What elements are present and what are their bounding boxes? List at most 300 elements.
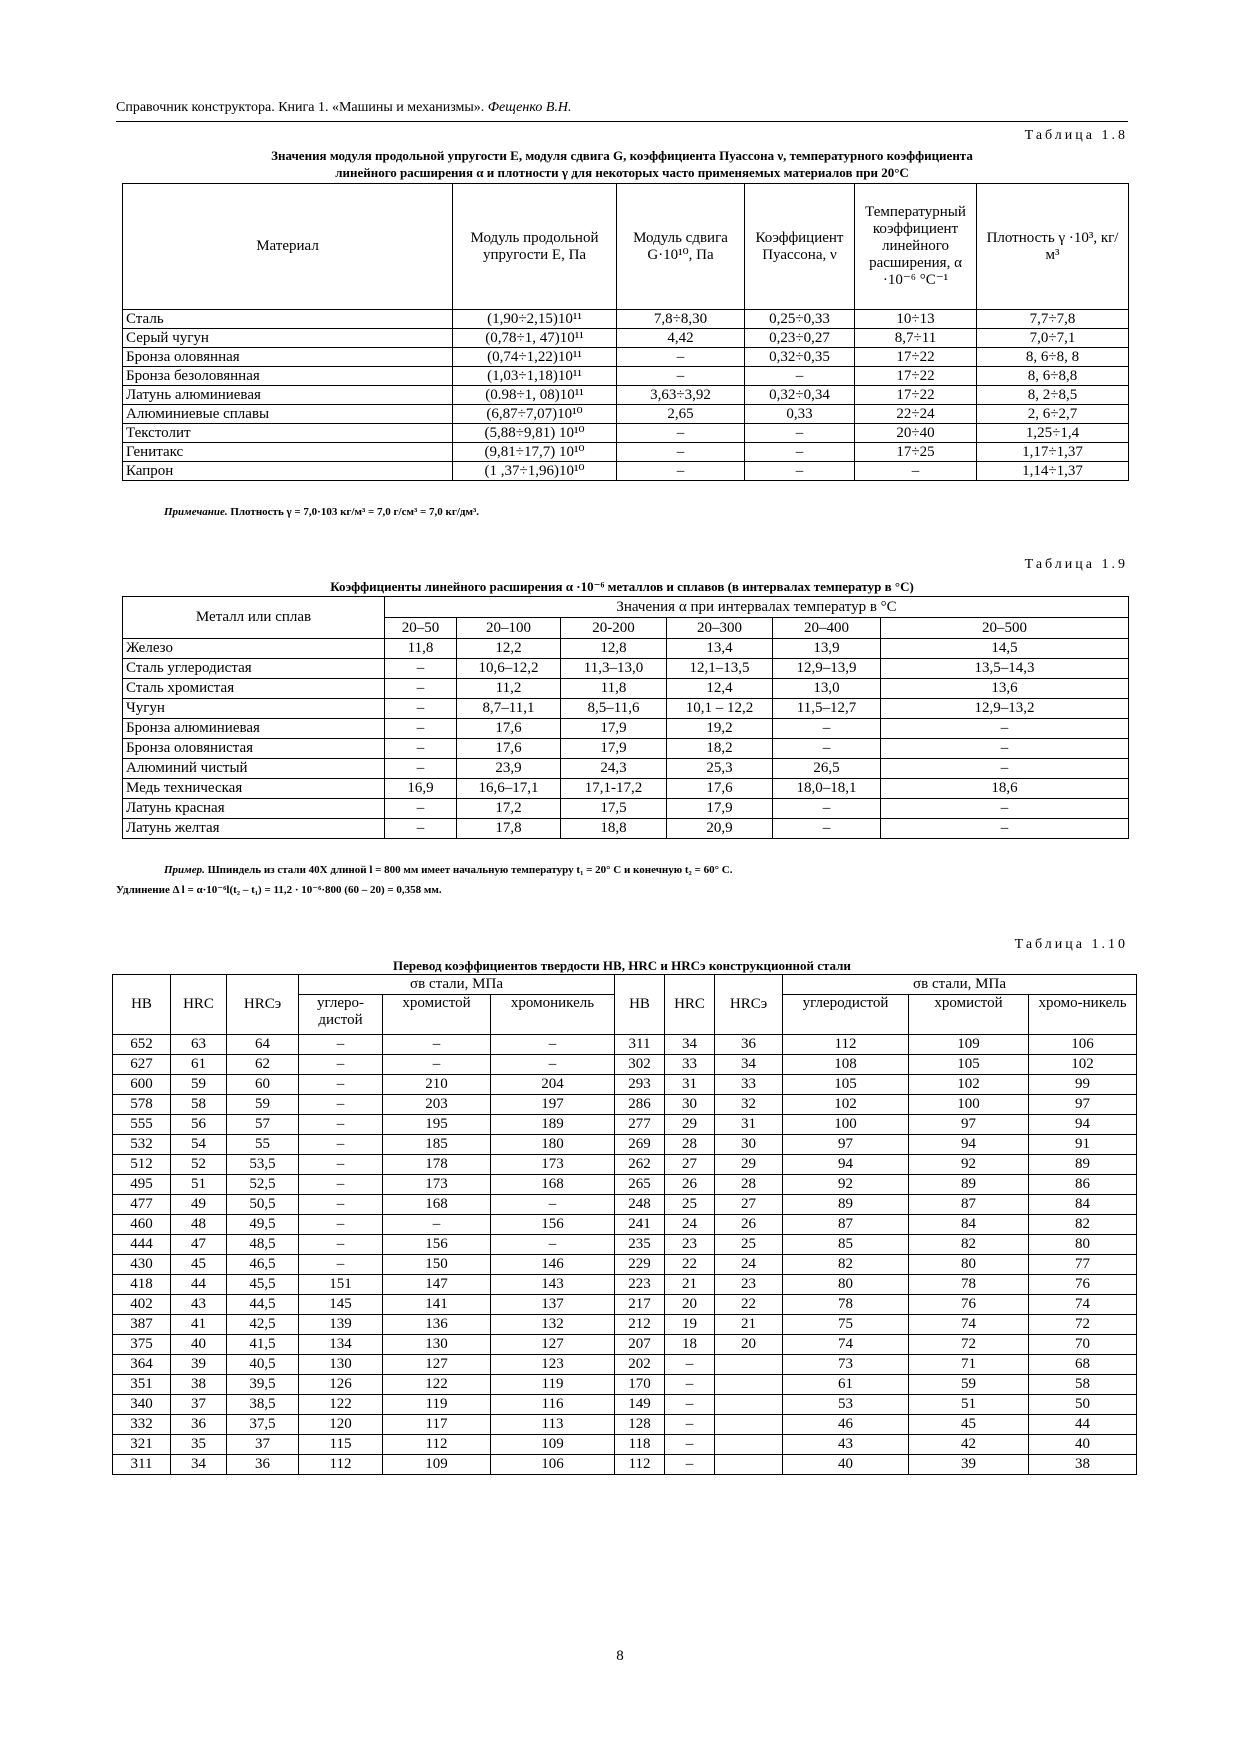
t110-cell: 44 — [1029, 1415, 1137, 1435]
table-row — [123, 779, 1129, 799]
t110-cell: 38 — [1029, 1455, 1137, 1475]
t19-cell-value: 11,5–12,7 — [773, 699, 881, 719]
t19-cell-value: 13,5–14,3 — [881, 659, 1129, 679]
t110-cell: 74 — [909, 1315, 1029, 1335]
t18-cell-g: – — [617, 367, 745, 386]
t110-cell: 173 — [491, 1155, 615, 1175]
t110-cell: – — [299, 1155, 383, 1175]
t110-cell: – — [299, 1195, 383, 1215]
table-row — [123, 819, 1129, 839]
t110-cell: 43 — [783, 1435, 909, 1455]
table-row — [113, 1095, 1137, 1115]
t19-cell-value: 11,3–13,0 — [561, 659, 667, 679]
t110-cell: 293 — [615, 1075, 665, 1095]
t110-cell: 402 — [113, 1295, 171, 1315]
t110-cell: 80 — [1029, 1235, 1137, 1255]
t110-cell: – — [299, 1095, 383, 1115]
t110-cell: 117 — [383, 1415, 491, 1435]
t18-cell-e: (0,78÷1, 47)10¹¹ — [453, 329, 617, 348]
t110-cell: 168 — [491, 1175, 615, 1195]
t110-cell: 578 — [113, 1095, 171, 1115]
t18-cell-rho: 2, 6÷2,7 — [977, 405, 1129, 424]
t110-cell: 30 — [665, 1095, 715, 1115]
t19-cell-value: – — [773, 799, 881, 819]
t110-cell: 28 — [665, 1135, 715, 1155]
t110-cell: 18 — [665, 1335, 715, 1355]
t110-header-hrce-right: HRCэ — [715, 975, 783, 1035]
t110-cell: 71 — [909, 1355, 1029, 1375]
t19-cell-value: 12,8 — [561, 639, 667, 659]
t110-cell: – — [299, 1235, 383, 1255]
table-1-9-title: Коэффициенты линейного расширения α ·10⁻⁶ металлов и сплавов (в интервалах температур в °С) — [330, 579, 914, 594]
t18-cell-g: – — [617, 462, 745, 481]
t110-cell: 212 — [615, 1315, 665, 1335]
t110-cell: 130 — [383, 1335, 491, 1355]
t18-cell-material: Бронза безоловянная — [123, 367, 453, 386]
t18-header-alpha: Температурный коэффициент линейного расширения, α ·10⁻⁶ °С⁻¹ — [855, 184, 977, 310]
t18-cell-material: Алюминиевые сплавы — [123, 405, 453, 424]
t110-cell: 36 — [171, 1415, 227, 1435]
table-row — [113, 1035, 1137, 1055]
t18-cell-nu: – — [745, 424, 855, 443]
t110-cell: 136 — [383, 1315, 491, 1335]
t110-cell: 59 — [909, 1375, 1029, 1395]
t110-cell: 48,5 — [227, 1235, 299, 1255]
table-1-8-label: Таблица 1.8 — [1024, 128, 1128, 143]
t110-sub-left-chromenickel: хромоникель — [491, 995, 615, 1035]
t110-cell: 37 — [171, 1395, 227, 1415]
t19-cell-value: 17,9 — [667, 799, 773, 819]
t110-cell: 24 — [665, 1215, 715, 1235]
t110-cell: 197 — [491, 1095, 615, 1115]
t110-cell: 78 — [783, 1295, 909, 1315]
table-row — [113, 1215, 1137, 1235]
table-row — [123, 739, 1129, 759]
t110-cell: 277 — [615, 1115, 665, 1135]
table-1-9-example — [164, 864, 732, 876]
t110-cell: 34 — [171, 1455, 227, 1475]
t110-cell: 146 — [491, 1255, 615, 1275]
t110-cell: 72 — [909, 1335, 1029, 1355]
t110-cell: 85 — [783, 1235, 909, 1255]
t19-interval-header: 20-200 — [561, 618, 667, 639]
t110-cell: 112 — [383, 1435, 491, 1455]
t18-header-g: Модуль сдвига G·10¹⁰, Па — [617, 184, 745, 310]
t110-cell: 112 — [615, 1455, 665, 1475]
t110-cell: 600 — [113, 1075, 171, 1095]
t18-cell-alpha: 10÷13 — [855, 310, 977, 329]
t110-cell: 23 — [715, 1275, 783, 1295]
t110-cell: 84 — [1029, 1195, 1137, 1215]
t19-cell-value: – — [385, 719, 457, 739]
t110-cell: 418 — [113, 1275, 171, 1295]
t110-cell: 40,5 — [227, 1355, 299, 1375]
t110-cell: 185 — [383, 1135, 491, 1155]
t18-cell-alpha: 22÷24 — [855, 405, 977, 424]
t18-cell-alpha: 8,7÷11 — [855, 329, 977, 348]
t110-cell: 92 — [783, 1175, 909, 1195]
table-row — [123, 799, 1129, 819]
t110-cell: 269 — [615, 1135, 665, 1155]
t110-cell: 33 — [715, 1075, 783, 1095]
t110-cell: 60 — [227, 1075, 299, 1095]
t19-cell-value: – — [385, 659, 457, 679]
t110-cell: 41,5 — [227, 1335, 299, 1355]
t110-cell: 76 — [1029, 1275, 1137, 1295]
table-row — [123, 424, 1129, 443]
t110-cell: 495 — [113, 1175, 171, 1195]
t19-cell-metal: Сталь углеродистая — [123, 659, 385, 679]
running-header — [116, 100, 572, 116]
t18-cell-g: – — [617, 348, 745, 367]
t110-cell: 50 — [1029, 1395, 1137, 1415]
t18-cell-alpha: 17÷22 — [855, 386, 977, 405]
t18-cell-rho: 8, 6÷8,8 — [977, 367, 1129, 386]
table-row — [113, 1335, 1137, 1355]
t18-cell-g: 4,42 — [617, 329, 745, 348]
t110-cell: 75 — [783, 1315, 909, 1335]
t110-cell: 118 — [615, 1435, 665, 1455]
t110-cell: 113 — [491, 1415, 615, 1435]
t110-sub-right-chromenickel: хромо-никель — [1029, 995, 1137, 1035]
t19-cell-metal: Бронза оловянистая — [123, 739, 385, 759]
t110-cell: 19 — [665, 1315, 715, 1335]
t19-cell-value: – — [881, 819, 1129, 839]
t110-cell: 63 — [171, 1035, 227, 1055]
t110-cell: 119 — [491, 1375, 615, 1395]
t19-cell-value: 17,9 — [561, 739, 667, 759]
table-1-8-title-line-1: Значения модуля продольной упругости E, модуля сдвига G, коэффициента Пуассона ν, температурного коэффициента — [271, 148, 973, 163]
table-row — [113, 1455, 1137, 1475]
t110-cell: 72 — [1029, 1315, 1137, 1335]
t19-cell-value: 17,6 — [457, 739, 561, 759]
t110-cell: 51 — [909, 1395, 1029, 1415]
table-1-9-example-label: Пример. — [164, 864, 205, 876]
t110-cell: 94 — [1029, 1115, 1137, 1135]
t110-header-sigma-left: σв стали, МПа — [299, 975, 615, 995]
t110-cell: 37,5 — [227, 1415, 299, 1435]
t110-cell: 460 — [113, 1215, 171, 1235]
t110-cell: 25 — [665, 1195, 715, 1215]
t18-cell-material: Серый чугун — [123, 329, 453, 348]
t110-cell: 180 — [491, 1135, 615, 1155]
running-header-author: Фещенко В.Н. — [487, 100, 572, 115]
t110-cell: 39 — [909, 1455, 1029, 1475]
t19-cell-value: 11,2 — [457, 679, 561, 699]
t19-cell-value: 12,9–13,2 — [881, 699, 1129, 719]
t110-cell: 99 — [1029, 1075, 1137, 1095]
t110-cell: 48 — [171, 1215, 227, 1235]
t110-cell: 20 — [715, 1335, 783, 1355]
t110-cell: 173 — [383, 1175, 491, 1195]
t110-cell: 26 — [715, 1215, 783, 1235]
table-row — [123, 310, 1129, 329]
t110-cell: 80 — [783, 1275, 909, 1295]
t110-cell: 149 — [615, 1395, 665, 1415]
t110-cell: 286 — [615, 1095, 665, 1115]
table-1-10-title: Перевод коэффициентов твердости HB, HRC и HRCэ конструкционной стали — [393, 958, 851, 973]
t110-cell: 39,5 — [227, 1375, 299, 1395]
t110-cell: 53,5 — [227, 1155, 299, 1175]
table-row — [113, 1075, 1137, 1095]
t110-cell: 61 — [783, 1375, 909, 1395]
t19-cell-value: 20,9 — [667, 819, 773, 839]
t110-cell: 109 — [909, 1035, 1029, 1055]
t110-cell: 102 — [909, 1075, 1029, 1095]
t19-cell-value: 26,5 — [773, 759, 881, 779]
t110-cell: 40 — [783, 1455, 909, 1475]
t110-sub-right-carbon: углеродистой — [783, 995, 909, 1035]
t19-cell-value: 19,2 — [667, 719, 773, 739]
t18-cell-alpha: – — [855, 462, 977, 481]
t110-cell: 223 — [615, 1275, 665, 1295]
t18-cell-e: (1,90÷2,15)10¹¹ — [453, 310, 617, 329]
t110-cell: 89 — [783, 1195, 909, 1215]
t19-interval-header: 20–50 — [385, 618, 457, 639]
t110-cell: 31 — [715, 1115, 783, 1135]
t110-cell: – — [665, 1375, 715, 1395]
t110-cell: 555 — [113, 1115, 171, 1135]
t110-cell: – — [491, 1235, 615, 1255]
t110-cell: 235 — [615, 1235, 665, 1255]
t18-cell-e: (0,74÷1,22)10¹¹ — [453, 348, 617, 367]
table-row — [123, 386, 1129, 405]
t110-cell: – — [491, 1055, 615, 1075]
t110-cell: 41 — [171, 1315, 227, 1335]
t110-cell: 102 — [783, 1095, 909, 1115]
t110-cell: 50,5 — [227, 1195, 299, 1215]
t110-cell: 119 — [383, 1395, 491, 1415]
t110-cell: 34 — [665, 1035, 715, 1055]
t110-cell: 78 — [909, 1275, 1029, 1295]
table-row — [123, 405, 1129, 424]
t19-cell-value: 17,6 — [667, 779, 773, 799]
t110-cell: – — [665, 1435, 715, 1455]
t110-cell: 82 — [1029, 1215, 1137, 1235]
t110-header-sigma-right: σв стали, МПа — [783, 975, 1137, 995]
t110-cell: 28 — [715, 1175, 783, 1195]
t19-cell-value: 17,2 — [457, 799, 561, 819]
t18-cell-rho: 1,17÷1,37 — [977, 443, 1129, 462]
t110-cell: 512 — [113, 1155, 171, 1175]
t19-cell-value: – — [773, 739, 881, 759]
t18-cell-g: 7,8÷8,30 — [617, 310, 745, 329]
t110-cell: 430 — [113, 1255, 171, 1275]
t18-cell-rho: 7,0÷7,1 — [977, 329, 1129, 348]
t110-cell: 46,5 — [227, 1255, 299, 1275]
t110-cell: 115 — [299, 1435, 383, 1455]
table-row — [123, 679, 1129, 699]
t110-cell: 127 — [491, 1335, 615, 1355]
t110-cell: 43 — [171, 1295, 227, 1315]
t19-cell-value: 10,6–12,2 — [457, 659, 561, 679]
t19-cell-value: 24,3 — [561, 759, 667, 779]
t19-cell-value: 11,8 — [385, 639, 457, 659]
t110-cell: 106 — [1029, 1035, 1137, 1055]
t110-cell: 134 — [299, 1335, 383, 1355]
table-1-8 — [122, 183, 1129, 481]
t110-cell: 30 — [715, 1135, 783, 1155]
t110-cell: – — [299, 1075, 383, 1095]
t110-cell: 127 — [383, 1355, 491, 1375]
t110-cell: 87 — [783, 1215, 909, 1235]
t110-cell: 262 — [615, 1155, 665, 1175]
table-1-10 — [112, 974, 1137, 1475]
t18-header-e: Модуль продольной упругости E, Па — [453, 184, 617, 310]
table-row — [113, 1355, 1137, 1375]
table-row — [113, 1295, 1137, 1315]
t110-cell: 29 — [665, 1115, 715, 1135]
t110-cell: 156 — [491, 1215, 615, 1235]
t110-header-hrc-left: HRC — [171, 975, 227, 1035]
table-row — [123, 367, 1129, 386]
t110-cell: 36 — [715, 1035, 783, 1055]
t110-cell — [715, 1375, 783, 1395]
t110-cell: 100 — [783, 1115, 909, 1135]
t110-cell: 387 — [113, 1315, 171, 1335]
t19-cell-value: 17,8 — [457, 819, 561, 839]
t110-cell: – — [383, 1055, 491, 1075]
t18-cell-material: Бронза оловянная — [123, 348, 453, 367]
t110-cell: – — [299, 1175, 383, 1195]
t110-cell: 210 — [383, 1075, 491, 1095]
t18-cell-nu: 0,32÷0,34 — [745, 386, 855, 405]
t110-cell: 62 — [227, 1055, 299, 1075]
t110-cell: 116 — [491, 1395, 615, 1415]
t110-cell: 21 — [715, 1315, 783, 1335]
t110-cell: 26 — [665, 1175, 715, 1195]
t19-cell-value: 12,9–13,9 — [773, 659, 881, 679]
t110-cell: 86 — [1029, 1175, 1137, 1195]
table-1-9-example-text: Шпиндель из стали 40Х длиной l = 800 мм имеет начальную температуру t₁ = 20° С и конечную t₂ = 60° С. — [204, 864, 733, 876]
table-row — [123, 719, 1129, 739]
t19-cell-value: 17,5 — [561, 799, 667, 819]
t110-cell: 54 — [171, 1135, 227, 1155]
t110-cell: 24 — [715, 1255, 783, 1275]
t110-cell: 31 — [665, 1075, 715, 1095]
t110-cell: 44,5 — [227, 1295, 299, 1315]
t110-cell: 106 — [491, 1455, 615, 1475]
t110-cell: 477 — [113, 1195, 171, 1215]
t19-cell-value: 25,3 — [667, 759, 773, 779]
t110-cell: 32 — [715, 1095, 783, 1115]
t110-cell: 37 — [227, 1435, 299, 1455]
t110-cell: 150 — [383, 1255, 491, 1275]
table-row — [123, 699, 1129, 719]
t110-header-hb-right: HB — [615, 975, 665, 1035]
t110-cell: 89 — [909, 1175, 1029, 1195]
table-1-9-elongation: Удлинение Δ l = α·10⁻⁶l(t₂ – t₁) = 11,2 · 10⁻⁶·800 (60 – 20) = 0,358 мм. — [116, 884, 442, 896]
t110-cell: 189 — [491, 1115, 615, 1135]
t19-header-metal: Металл или сплав — [123, 597, 385, 639]
t18-cell-rho: 8, 6÷8, 8 — [977, 348, 1129, 367]
t110-cell: – — [491, 1035, 615, 1055]
t110-cell: 58 — [1029, 1375, 1137, 1395]
t110-cell: 22 — [665, 1255, 715, 1275]
t18-cell-nu: 0,23÷0,27 — [745, 329, 855, 348]
table-row — [113, 1155, 1137, 1175]
t110-cell: 36 — [227, 1455, 299, 1475]
t110-cell: 364 — [113, 1355, 171, 1375]
t19-cell-value: 13,4 — [667, 639, 773, 659]
t110-cell: – — [665, 1395, 715, 1415]
t110-cell: 105 — [909, 1055, 1029, 1075]
t110-cell: – — [299, 1035, 383, 1055]
table-row — [113, 1435, 1137, 1455]
t110-cell: 241 — [615, 1215, 665, 1235]
table-row — [113, 1415, 1137, 1435]
t19-cell-metal: Сталь хромистая — [123, 679, 385, 699]
t110-cell: 84 — [909, 1215, 1029, 1235]
t110-cell: 47 — [171, 1235, 227, 1255]
t18-cell-alpha: 17÷22 — [855, 348, 977, 367]
t110-cell: 52 — [171, 1155, 227, 1175]
t18-cell-alpha: 17÷25 — [855, 443, 977, 462]
t18-cell-rho: 1,14÷1,37 — [977, 462, 1129, 481]
table-row — [113, 1395, 1137, 1415]
t110-cell: 61 — [171, 1055, 227, 1075]
t110-cell: 97 — [783, 1135, 909, 1155]
running-header-text: Справочник конструктора. Книга 1. «Машины и механизмы». — [116, 100, 485, 115]
t110-cell: 39 — [171, 1355, 227, 1375]
table-row — [123, 443, 1129, 462]
t110-cell: – — [665, 1415, 715, 1435]
t110-cell: 156 — [383, 1235, 491, 1255]
t110-cell: 55 — [227, 1135, 299, 1155]
t18-cell-rho: 8, 2÷8,5 — [977, 386, 1129, 405]
table-row — [113, 1315, 1137, 1335]
t110-cell: 302 — [615, 1055, 665, 1075]
t110-cell: 332 — [113, 1415, 171, 1435]
table-row — [123, 659, 1129, 679]
t110-cell: 27 — [665, 1155, 715, 1175]
t110-cell: – — [299, 1115, 383, 1135]
t19-cell-metal: Железо — [123, 639, 385, 659]
table-row — [113, 1175, 1137, 1195]
t110-cell: 42,5 — [227, 1315, 299, 1335]
t110-cell — [715, 1455, 783, 1475]
t110-cell: 217 — [615, 1295, 665, 1315]
t19-cell-value: 10,1 – 12,2 — [667, 699, 773, 719]
table-row — [113, 1235, 1137, 1255]
t19-cell-value: 16,9 — [385, 779, 457, 799]
t19-cell-metal: Латунь желтая — [123, 819, 385, 839]
t19-cell-value: 12,2 — [457, 639, 561, 659]
t110-cell: 97 — [1029, 1095, 1137, 1115]
t110-cell: 21 — [665, 1275, 715, 1295]
t110-cell: 229 — [615, 1255, 665, 1275]
t110-cell: 76 — [909, 1295, 1029, 1315]
table-row — [113, 1115, 1137, 1135]
t110-cell: 59 — [227, 1095, 299, 1115]
t18-cell-nu: – — [745, 443, 855, 462]
t110-cell: 97 — [909, 1115, 1029, 1135]
t19-interval-header: 20–500 — [881, 618, 1129, 639]
t19-cell-value: 14,5 — [881, 639, 1129, 659]
t110-cell: 195 — [383, 1115, 491, 1135]
t110-cell: 94 — [783, 1155, 909, 1175]
t110-cell: 139 — [299, 1315, 383, 1335]
t110-cell: 207 — [615, 1335, 665, 1355]
t19-interval-header: 20–100 — [457, 618, 561, 639]
t110-cell: 23 — [665, 1235, 715, 1255]
t110-cell: 109 — [491, 1435, 615, 1455]
t18-cell-e: (5,88÷9,81) 10¹⁰ — [453, 424, 617, 443]
table-1-8-note — [164, 506, 479, 518]
t110-cell: 49,5 — [227, 1215, 299, 1235]
t110-cell: 82 — [909, 1235, 1029, 1255]
t110-cell: – — [383, 1035, 491, 1055]
